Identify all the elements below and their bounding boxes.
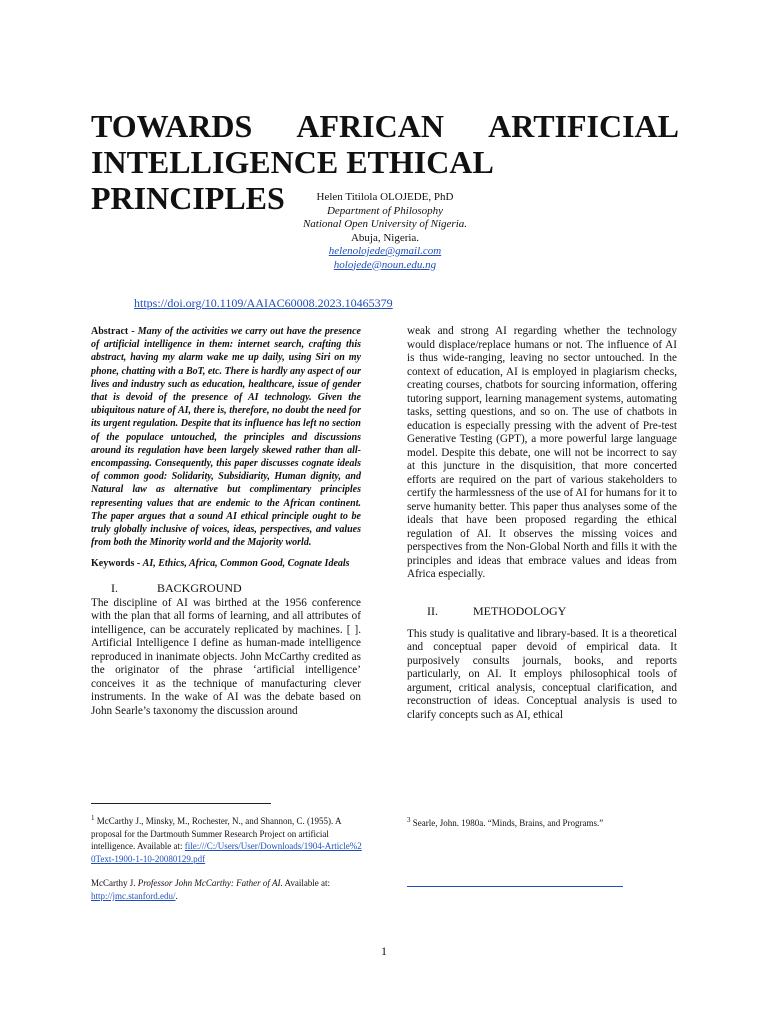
- author-email-link[interactable]: holojede@noun.edu.ng: [333, 258, 437, 271]
- body-paragraph: weak and strong AI regarding whether the technology would displace/replace humans or not. The influence of AI is thus wide-ranging, leaving no sector untouched. In the context of education, AI is employed in plagiarism checks, creating courses, chatbots for sourcing information, offering tutoring support, learning management systems, automating tasks, setting questions, and so on. The use of chatbots in education is especially pressing with the advent of Pre-test Generative Testing (GPT), a more powerful large language model. Despite this debate, one will not be incorrect to say at this juncture in the disquisition, that more concerted efforts are required on the part of various stakeholders to certify the harmlessness of the use of AI for humans for it to serve humanity better. This paper thus analyses some of the ideals that have been proposed regarding the ethical regulation of AI. It observes the missing voices and perspectives from the Non-Global North and fills it with the principles and ideas that embrace values and ideas from Africa especially.: [407, 325, 677, 580]
- footnote-text: Searle, John. 1980a. “Minds, Brains, and Programs.”: [410, 818, 604, 828]
- footnote-link[interactable]: file:///C:/Users/User/Downloads/1904-Article%20Text-1900-1-10-20080129.pdf: [91, 841, 362, 864]
- page-number: 1: [381, 944, 387, 958]
- abstract-text: Many of the activities we carry out have the presence of artificial intelligence in them: internet search, crafting this abstract, having my alarm wake me up daily, using Siri on my phone, chatting with a BoT, etc. There is hardly any aspect of our lives and industry such as education, healthcare, issue of gender that is devoid of the presence of AI technology. Given the ubiquitous nature of AI, there is, therefore, no doubt the need for its urgent regulation. Despite that its influence has left no section of the populace untouched, the principles and discussions around its regulation have been largely skewed rather than all-encompassing. Consequently, this paper discusses cognate ideals of common good: Solidarity, Subsidiarity, Human dignity, and Natural law as alternative but complimentary principles representing values that are endemic to the African continent. The paper argues that a sound AI ethical principle ought to be truly globally inclusive of voices, ideas, perspectives, and values from both the Minority world and the Majority world.: [91, 326, 361, 549]
- author-email-link[interactable]: helenolojede@gmail.com: [328, 245, 442, 257]
- author-name: Helen Titilola OLOJEDE, PhD: [316, 191, 454, 203]
- doi-link[interactable]: https://doi.org/10.1109/AAIAC60008.2023.10465379: [134, 296, 393, 310]
- footnotes-left: [91, 812, 366, 902]
- footnote-link[interactable]: http://jmc.stanford.edu/: [91, 890, 176, 901]
- section-heading-methodology: [407, 604, 677, 618]
- methodology-paragraph: This study is qualitative and library-based. It is a theoretical and conceptual paper devoid of empirical data. It purposively consults journals, books, and reports particularly, on AI. It employs philosophical tools of argument, critical analysis, conceptual clarification, and reconstruction of ideas. Conceptual analysis is used to clarify concepts such as AI, ethical: [407, 627, 677, 721]
- keywords-text: AI, Ethics, Africa, Common Good, Cognate Ideals: [142, 558, 350, 570]
- footnote-3: [407, 814, 677, 829]
- title-word: AFRICAN: [296, 108, 444, 144]
- footnote-1: [91, 812, 366, 865]
- abstract-lead: Abstract -: [91, 326, 138, 337]
- right-column: [407, 325, 677, 722]
- background-paragraph: The discipline of AI was birthed at the 1956 conference with the plan that all forms of learning, and all attributes of intelligence, can be accurately replicated by machines. [ ]. Artificial Intelligence I define as human-made intelligence reproduced in inanimate objects. John McCarthy credited as the originator of the phrase ‘artificial intelligence’ conceives it as the technique of manufacturing clever instruments. In the wake of AI was the debate based on John Searle’s taxonomy the discussion around: [91, 596, 361, 717]
- author-block: [180, 191, 590, 272]
- left-column: [91, 325, 361, 718]
- section-title: METHODOLOGY: [473, 603, 567, 618]
- footnote-text: McCarthy J., Minsky, M., Rochester, N., and Shannon, C. (1955). A proposal for the Dartmouth Summer Research Project on artificial intelligence. Available at:: [91, 816, 342, 851]
- footnote-rule: [407, 886, 623, 887]
- author-location: Abuja, Nigeria.: [350, 231, 420, 244]
- title-line-2: INTELLIGENCE ETHICAL PRINCIPLES: [91, 144, 493, 216]
- title-word: ARTIFICIAL: [488, 108, 679, 144]
- section-heading-background: [91, 581, 361, 595]
- title-line-1: [91, 108, 679, 144]
- footnotes-right: [407, 814, 677, 829]
- abstract: [91, 325, 361, 549]
- footnote-text: .: [175, 890, 178, 901]
- footnote-text: Available at:: [282, 878, 331, 888]
- section-number: I.: [111, 580, 118, 595]
- keywords: [91, 557, 361, 570]
- author-institution: National Open University of Nigeria.: [302, 218, 468, 230]
- section-title: BACKGROUND: [157, 580, 242, 595]
- footnote-text: McCarthy J.: [91, 878, 138, 888]
- footnote-mark: 1: [91, 814, 95, 822]
- title-word: TOWARDS: [91, 108, 253, 144]
- footnote-2: [91, 877, 366, 902]
- keywords-lead: Keywords -: [91, 558, 143, 570]
- section-number: II.: [427, 603, 438, 618]
- footnote-title: Professor John McCarthy: Father of AI.: [137, 878, 283, 888]
- footnote-rule: [91, 803, 271, 804]
- footnote-mark: 3: [407, 816, 411, 824]
- author-department: Department of Philosophy: [326, 204, 444, 217]
